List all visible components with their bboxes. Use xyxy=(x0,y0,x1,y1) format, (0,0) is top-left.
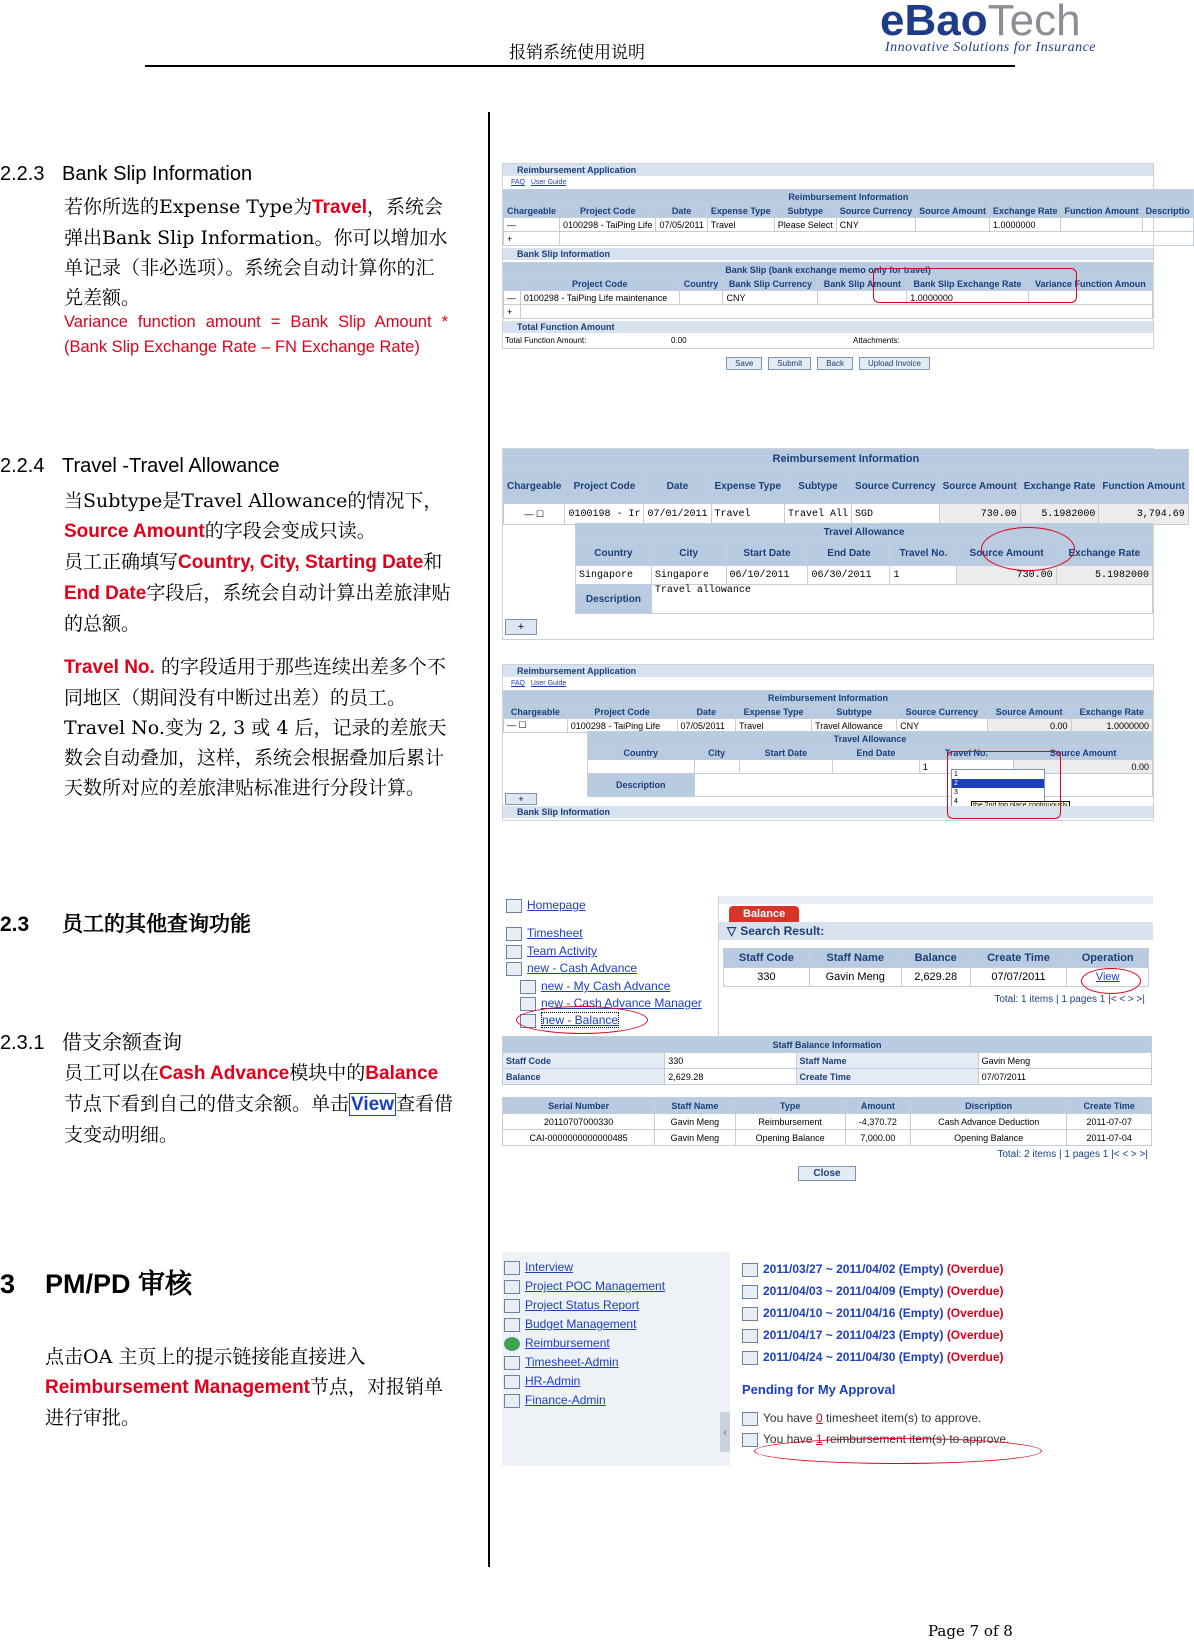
col-header: Expense Type xyxy=(711,469,785,504)
tab-balance[interactable]: Balance xyxy=(729,906,799,922)
logo-tagline: Innovative Solutions for Insurance xyxy=(885,40,1097,55)
col-header: Bank Slip Exchange Rate xyxy=(907,277,1028,291)
col-header: Chargeable xyxy=(504,469,565,504)
user-search-icon xyxy=(504,1375,520,1389)
ta-source-amount-cell: 0.00 xyxy=(1014,760,1153,774)
pending-approval-title: Pending for My Approval xyxy=(742,1382,896,1397)
col-header: Create Time xyxy=(970,949,1067,968)
paragraph-2-2-4: 当Subtype是Travel Allowance的情况下， Source Amount的字段会变成只读。 员工正确填写Country, City, Starting Date和End Date字段后，系统会自动计算出差旅津贴的总额。 xyxy=(64,490,451,635)
col-header: Bank Slip Currency xyxy=(723,277,818,291)
highlight-reimbursement-approval xyxy=(754,1438,1042,1464)
submit-button[interactable]: Submit xyxy=(768,357,811,370)
add-row-button[interactable]: + xyxy=(504,232,560,246)
col-header: Discription xyxy=(910,1098,1067,1114)
sbi-caption: Staff Balance Information xyxy=(503,1037,1152,1053)
col-header: Expense Type xyxy=(707,204,774,218)
table-caption: Reimbursement Information xyxy=(504,450,1189,469)
remove-row-button[interactable]: — xyxy=(504,291,521,305)
staff-name-cell: Gavin Meng xyxy=(655,1114,735,1130)
left-nav xyxy=(502,896,707,1036)
highlight-view-link xyxy=(1081,968,1141,994)
serial-cell: 20110707000330 xyxy=(503,1114,655,1130)
col-header: Source Amount xyxy=(1014,746,1153,760)
highlight-travel-no xyxy=(947,751,1061,819)
nav-budget[interactable]: Budget Management xyxy=(504,1315,636,1333)
nav-cash-advance[interactable]: new - Cash Advance xyxy=(506,959,637,977)
travel-allowance-table xyxy=(587,731,1153,797)
add-row-button[interactable]: + xyxy=(504,305,521,319)
col-header: Chargeable xyxy=(504,204,560,218)
description-cell: Cash Advance Deduction xyxy=(910,1114,1067,1130)
table-caption: Reimbursement Information xyxy=(504,691,1153,705)
subtype-select[interactable]: Travel Allowance xyxy=(812,719,897,733)
table-row xyxy=(503,1053,1152,1069)
people-icon xyxy=(504,1394,520,1408)
bar-reimbursement-application: Reimbursement Application xyxy=(503,665,1153,677)
total-label: Total Function Amount: xyxy=(505,336,587,345)
col-header: Staff Name xyxy=(655,1098,735,1114)
col-header: Date xyxy=(677,705,736,719)
page-number: Page 7 of 8 xyxy=(928,1622,1013,1640)
amount-cell[interactable] xyxy=(916,218,990,232)
folder-icon xyxy=(506,962,522,976)
kv-key: Balance xyxy=(503,1069,665,1085)
dropdown-option[interactable]: 3 xyxy=(954,789,958,796)
source-amount-cell: 730.00 xyxy=(939,504,1020,525)
nav-reimbursement[interactable]: Reimbursement xyxy=(504,1334,610,1352)
heading-2-2-3: 2.2.3 Bank Slip Information xyxy=(0,163,253,185)
document-header-title: 报销系统使用说明 xyxy=(509,43,645,63)
col-header: Source Amount xyxy=(939,469,1020,504)
currency-cell[interactable]: SGD xyxy=(852,504,940,525)
bank-slip-rate-cell[interactable]: 1.0000000 xyxy=(907,291,1028,305)
end-date-cell[interactable]: 06/30/2011 xyxy=(808,566,890,585)
col-header: Country xyxy=(576,541,652,566)
type-cell: Reimbursement xyxy=(735,1114,845,1130)
screenshot-balance xyxy=(502,896,1152,1181)
week-item[interactable]: 2011/04/17 ~ 2011/04/23 (Empty) (Overdue) xyxy=(742,1324,1152,1346)
week-item[interactable]: 2011/04/10 ~ 2011/04/16 (Empty) (Overdue) xyxy=(742,1302,1152,1324)
create-time-cell: 07/07/2011 xyxy=(970,968,1067,987)
col-header: Exchange Rate xyxy=(1071,705,1152,719)
oa-content xyxy=(742,1258,1152,1447)
kv-key: Staff Name xyxy=(796,1053,978,1069)
clock-icon xyxy=(506,927,522,941)
date-cell[interactable]: 07/05/2011 xyxy=(677,719,736,733)
nav-hr-admin[interactable]: HR-Admin xyxy=(504,1372,580,1390)
staff-balance-table xyxy=(502,1036,1152,1085)
col-header: Create Time xyxy=(1067,1098,1152,1114)
highlight-bank-slip xyxy=(873,268,1077,303)
col-header: Subtype xyxy=(785,469,852,504)
kv-value: 330 xyxy=(665,1053,796,1069)
col-header: End Date xyxy=(833,746,920,760)
col-header: Amount xyxy=(845,1098,910,1114)
detail-pager[interactable]: Total: 2 items | 1 pages 1 |< < > >| xyxy=(997,1149,1148,1160)
column-divider xyxy=(488,112,490,1567)
nav-timesheet-admin[interactable]: Timesheet-Admin xyxy=(504,1353,619,1371)
faq-link[interactable]: FAQ xyxy=(511,179,526,186)
col-header: Function Amount xyxy=(1061,204,1142,218)
help-links xyxy=(503,176,1153,189)
week-item[interactable]: 2011/03/27 ~ 2011/04/02 (Empty) (Overdue) xyxy=(742,1258,1152,1280)
heading-2-3-1: 2.3.1 借支余额查询 xyxy=(0,1030,182,1054)
staff-code-cell: 330 xyxy=(724,968,810,987)
col-header: Project Code xyxy=(567,705,677,719)
pager[interactable]: Total: 1 items | 1 pages 1 |< < > >| xyxy=(994,994,1145,1005)
bank-slip-caption: Bank Slip (bank exchange memo only for travel) xyxy=(504,263,1153,277)
currency-cell[interactable]: CNY xyxy=(723,291,818,305)
paragraph-3: 点击OA 主页上的提示链接能直接进入Reimbursement Management节点，对报销单进行审批。 xyxy=(45,1346,444,1429)
nav-cash-advance-manager[interactable]: new - Cash Advance Manager xyxy=(520,994,702,1012)
bar-bank-slip: Bank Slip Information xyxy=(503,248,1153,260)
staff-name-cell: Gavin Meng xyxy=(655,1130,735,1146)
dropdown-option-selected[interactable]: 2 xyxy=(952,779,1044,788)
table-row xyxy=(503,1130,1152,1146)
col-header: Project Code xyxy=(565,469,644,504)
timesheet-icon xyxy=(742,1329,758,1343)
col-header: Staff Code xyxy=(724,949,810,968)
col-header: Source Currency xyxy=(852,469,940,504)
week-item[interactable]: 2011/04/03 ~ 2011/04/09 (Empty) (Overdue) xyxy=(742,1280,1152,1302)
document-icon xyxy=(520,997,536,1011)
col-header: Balance xyxy=(901,949,970,968)
table-row xyxy=(503,1114,1152,1130)
bar-total-function: Total Function Amount xyxy=(503,321,1153,333)
description-cell[interactable] xyxy=(1142,218,1193,232)
kv-key: Staff Code xyxy=(503,1053,665,1069)
empty-cell xyxy=(520,305,1152,319)
nav-balance[interactable]: new - Balance xyxy=(520,1011,619,1029)
expense-type-select[interactable]: Travel xyxy=(736,719,812,733)
col-header: Exchange Rate xyxy=(1020,469,1099,504)
upload-invoice-button[interactable]: Upload Invoice xyxy=(859,357,930,370)
nav-timesheet[interactable]: Timesheet xyxy=(506,924,583,942)
heading-3: 3 PM/PD 审核 xyxy=(0,1269,193,1299)
bar-reimbursement-application: Reimbursement Application xyxy=(503,164,1153,176)
travel-no-select[interactable]: 1 xyxy=(890,566,957,585)
col-header: Subtype xyxy=(774,204,836,218)
col-header: Project Code xyxy=(560,204,656,218)
staff-name-cell: Gavin Meng xyxy=(809,968,901,987)
people-icon xyxy=(504,1261,520,1275)
back-button[interactable]: Back xyxy=(817,357,853,370)
col-header: Source Amount xyxy=(916,204,990,218)
total-value: 0.00 xyxy=(671,336,687,345)
week-item[interactable]: 2011/04/24 ~ 2011/04/30 (Empty) (Overdue) xyxy=(742,1346,1152,1368)
screenshot-travel-no xyxy=(502,664,1154,821)
timesheet-icon xyxy=(742,1263,758,1277)
function-amount-cell xyxy=(1061,218,1142,232)
description-cell: Opening Balance xyxy=(910,1130,1067,1146)
currency-cell[interactable]: CNY xyxy=(836,218,916,232)
reimbursement-info-table xyxy=(503,449,1189,525)
screenshot-bank-slip xyxy=(502,163,1190,368)
col-header: Start Date xyxy=(739,746,832,760)
nav-team-activity[interactable]: Team Activity xyxy=(506,942,597,960)
dropdown-option[interactable]: 1 xyxy=(954,771,958,778)
add-row-button[interactable]: + xyxy=(505,619,537,635)
view-link[interactable]: View xyxy=(1067,968,1149,987)
remove-row-button[interactable]: — ☐ xyxy=(504,719,568,733)
create-time-cell: 2011-07-04 xyxy=(1067,1130,1152,1146)
collapse-handle[interactable]: ‹ xyxy=(720,1412,730,1452)
highlight-source-amount xyxy=(981,527,1075,571)
amount-cell: 7,000.00 xyxy=(845,1130,910,1146)
nav-homepage[interactable]: Homepage xyxy=(506,896,586,914)
panel-top xyxy=(719,896,1153,904)
col-header: Source Currency xyxy=(836,204,916,218)
col-header: Travel No. xyxy=(890,541,957,566)
subtype-select[interactable]: Please Select xyxy=(774,218,836,232)
col-header: Date xyxy=(644,469,711,504)
col-header: Function Amount xyxy=(1099,469,1188,504)
highlight-balance-node xyxy=(516,1006,648,1034)
search-result-bar: ▽ Search Result: xyxy=(719,922,1153,940)
function-amount-cell: 3,794.69 xyxy=(1099,504,1188,525)
variance-formula: Variance function amount = Bank Slip Amount * (Bank Slip Exchange Rate – FN Exchange Rate) xyxy=(64,313,448,356)
close-button[interactable]: Close xyxy=(798,1166,855,1181)
dollar-icon xyxy=(504,1337,520,1351)
timesheet-approval-link[interactable]: You have 0 timesheet item(s) to approve. xyxy=(742,1411,1152,1426)
col-header: Source Amount xyxy=(957,541,1056,566)
paragraph-2-2-3: 若你所选的Expense Type为Travel，系统会弹出Bank Slip Information。你可以增加水单记录（非必选项）。系统会自动计算你的汇兑差额。 xyxy=(64,196,448,309)
col-header: Exchange Rate xyxy=(989,204,1061,218)
add-row-button[interactable]: + xyxy=(505,793,537,805)
balance-panel xyxy=(718,896,1153,1036)
ta-source-amount-cell: 730.00 xyxy=(957,566,1056,585)
expense-type-select[interactable]: Travel xyxy=(707,218,774,232)
col-header: Chargeable xyxy=(504,705,568,719)
end-date-cell[interactable] xyxy=(833,760,920,774)
table-caption: Reimbursement Information xyxy=(504,190,1194,204)
checklist-icon xyxy=(504,1280,520,1294)
col-header: Exchange Rate xyxy=(1056,541,1152,566)
start-date-cell[interactable] xyxy=(739,760,832,774)
save-button[interactable]: Save xyxy=(726,357,762,370)
list-icon xyxy=(742,1412,758,1426)
user-guide-link[interactable]: User Guide xyxy=(530,680,567,687)
currency-cell[interactable]: CNY xyxy=(897,719,988,733)
country-cell[interactable]: Singapore xyxy=(576,566,652,585)
button-row xyxy=(503,351,1153,371)
expense-type-select[interactable]: Travel xyxy=(711,504,785,525)
amount-cell: -4,370.72 xyxy=(845,1114,910,1130)
ebaotech-logo: eBaoTech xyxy=(880,0,1081,45)
table-row xyxy=(576,566,1153,585)
paragraph-travel-no: Travel No. 的字段适用于那些连续出差多个不同地区（期间没有中断过出差）的员工。Travel No.变为 2, 3 或 4 后，记录的差旅天数会自动叠加，这样，系统会根据叠加后累计天数所对应的差旅津贴标准进行分段计算。 xyxy=(64,656,447,799)
col-header: Country xyxy=(679,277,723,291)
balance-cell: 2,629.28 xyxy=(901,968,970,987)
col-header: City xyxy=(694,746,739,760)
reimbursement-approval-link[interactable]: You have 1 reimbursement item(s) to approve. xyxy=(742,1432,1152,1447)
heading-2-2-4: 2.2.4 Travel -Travel Allowance xyxy=(0,455,280,477)
source-amount-cell: 0.00 xyxy=(987,719,1071,733)
attachments-label: Attachments: xyxy=(853,336,900,345)
description-label: Description xyxy=(588,774,695,797)
rate-cell: 1.0000000 xyxy=(1071,719,1152,733)
col-header: Serial Number xyxy=(503,1098,655,1114)
description-input[interactable] xyxy=(694,774,1152,797)
date-cell[interactable]: 07/01/2011 xyxy=(644,504,711,525)
nav-project-poc[interactable]: Project POC Management xyxy=(504,1277,665,1295)
ta-rate-cell: 5.1982000 xyxy=(1056,566,1152,585)
table-row xyxy=(504,504,1189,525)
col-header: Operation xyxy=(1067,949,1149,968)
dropdown-option[interactable]: 4 xyxy=(954,798,958,805)
timesheet-icon xyxy=(742,1285,758,1299)
chevron-down-icon: ▽ xyxy=(727,924,737,938)
nav-finance-admin[interactable]: Finance-Admin xyxy=(504,1391,606,1409)
kv-value: 2,629.28 xyxy=(665,1069,796,1085)
description-input[interactable]: Travel allowance xyxy=(651,585,1152,614)
timesheet-icon xyxy=(742,1307,758,1321)
heading-2-3: 2.3 员工的其他查询功能 xyxy=(0,913,251,936)
date-cell[interactable]: 07/05/2011 xyxy=(656,218,707,232)
clock-icon xyxy=(504,1356,520,1370)
col-header: Bank Slip Amount xyxy=(818,277,907,291)
rate-cell: 5.1982000 xyxy=(1020,504,1099,525)
start-date-cell[interactable]: 06/10/2011 xyxy=(726,566,808,585)
city-cell[interactable]: Singapore xyxy=(651,566,726,585)
nav-interview[interactable]: Interview xyxy=(504,1258,573,1276)
kv-key: Create Time xyxy=(796,1069,978,1085)
col-header: Country xyxy=(588,746,695,760)
help-links xyxy=(503,677,1153,690)
rate-cell: 1.0000000 xyxy=(989,218,1061,232)
col-header: Project Code xyxy=(520,277,679,291)
user-guide-link[interactable]: User Guide xyxy=(530,179,567,186)
country-cell[interactable] xyxy=(588,760,695,774)
list-icon xyxy=(742,1433,758,1447)
remove-row-button[interactable]: — ☐ xyxy=(504,504,565,525)
col-header: Expense Type xyxy=(736,705,812,719)
ta-caption: Travel Allowance xyxy=(588,732,1153,746)
subtype-select[interactable]: Travel All xyxy=(785,504,852,525)
screenshot-oa-homepage xyxy=(502,1252,1152,1466)
col-header: Descriptio xyxy=(1142,204,1193,218)
remove-row-button[interactable]: — xyxy=(504,218,560,232)
balance-detail-table xyxy=(502,1097,1152,1146)
project-code-cell[interactable]: 0100298 - TaiPing Life maintenance xyxy=(520,291,679,305)
header-rule xyxy=(145,65,1015,67)
travel-no-select[interactable]: 1 xyxy=(919,760,1013,774)
col-header: Variance Function Amoun xyxy=(1028,277,1152,291)
table-row xyxy=(504,218,1194,232)
col-header: Staff Name xyxy=(809,949,901,968)
city-cell[interactable] xyxy=(694,760,739,774)
type-cell: Opening Balance xyxy=(735,1130,845,1146)
col-header: Start Date xyxy=(726,541,808,566)
team-icon xyxy=(506,945,522,959)
checklist-icon xyxy=(504,1299,520,1313)
timesheet-icon xyxy=(742,1351,758,1365)
col-header: Source Amount xyxy=(987,705,1071,719)
reimbursement-table xyxy=(503,690,1153,733)
kv-value: 07/07/2011 xyxy=(978,1069,1151,1085)
col-header: End Date xyxy=(808,541,890,566)
reimbursement-table xyxy=(503,189,1194,246)
serial-cell: CAI-0000000000000485 xyxy=(503,1130,655,1146)
col-header: Type xyxy=(735,1098,845,1114)
ta-caption: Travel Allowance xyxy=(576,524,1153,541)
create-time-cell: 2011-07-07 xyxy=(1067,1114,1152,1130)
col-header: City xyxy=(651,541,726,566)
col-header xyxy=(504,277,521,291)
document-icon xyxy=(520,980,536,994)
nav-project-status[interactable]: Project Status Report xyxy=(504,1296,639,1314)
bar-bank-slip: Bank Slip Information xyxy=(503,806,1153,818)
col-header: Date xyxy=(656,204,707,218)
home-icon xyxy=(506,899,522,913)
faq-link[interactable]: FAQ xyxy=(511,680,526,687)
checklist-icon xyxy=(504,1318,520,1332)
col-header: Travel No. xyxy=(919,746,1013,760)
table-row xyxy=(588,760,1153,774)
oa-left-nav xyxy=(502,1252,730,1466)
screenshot-travel-allowance xyxy=(502,448,1185,640)
total-row xyxy=(503,333,1153,351)
col-header: Subtype xyxy=(812,705,897,719)
col-header: Source Currency xyxy=(897,705,988,719)
kv-value: Gavin Meng xyxy=(978,1053,1151,1069)
close-row xyxy=(502,1163,1152,1181)
project-code-cell[interactable]: 0100198 - Ir xyxy=(565,504,644,525)
paragraph-2-3-1: 员工可以在Cash Advance模块中的Balance节点下看到自己的借支余额。单击 View 查看借支变动明细。 xyxy=(64,1062,453,1146)
project-code-cell[interactable]: 0100298 - TaiPing Life xyxy=(560,218,656,232)
nav-my-cash-advance[interactable]: new - My Cash Advance xyxy=(520,977,670,995)
table-row xyxy=(503,1069,1152,1085)
project-code-cell[interactable]: 0100298 - TaiPing Life xyxy=(567,719,677,733)
staff-balance-section xyxy=(502,1036,1152,1181)
description-label: Description xyxy=(576,585,652,614)
country-cell[interactable] xyxy=(679,291,723,305)
empty-cell xyxy=(560,232,1194,246)
travel-allowance-block xyxy=(587,731,1153,797)
